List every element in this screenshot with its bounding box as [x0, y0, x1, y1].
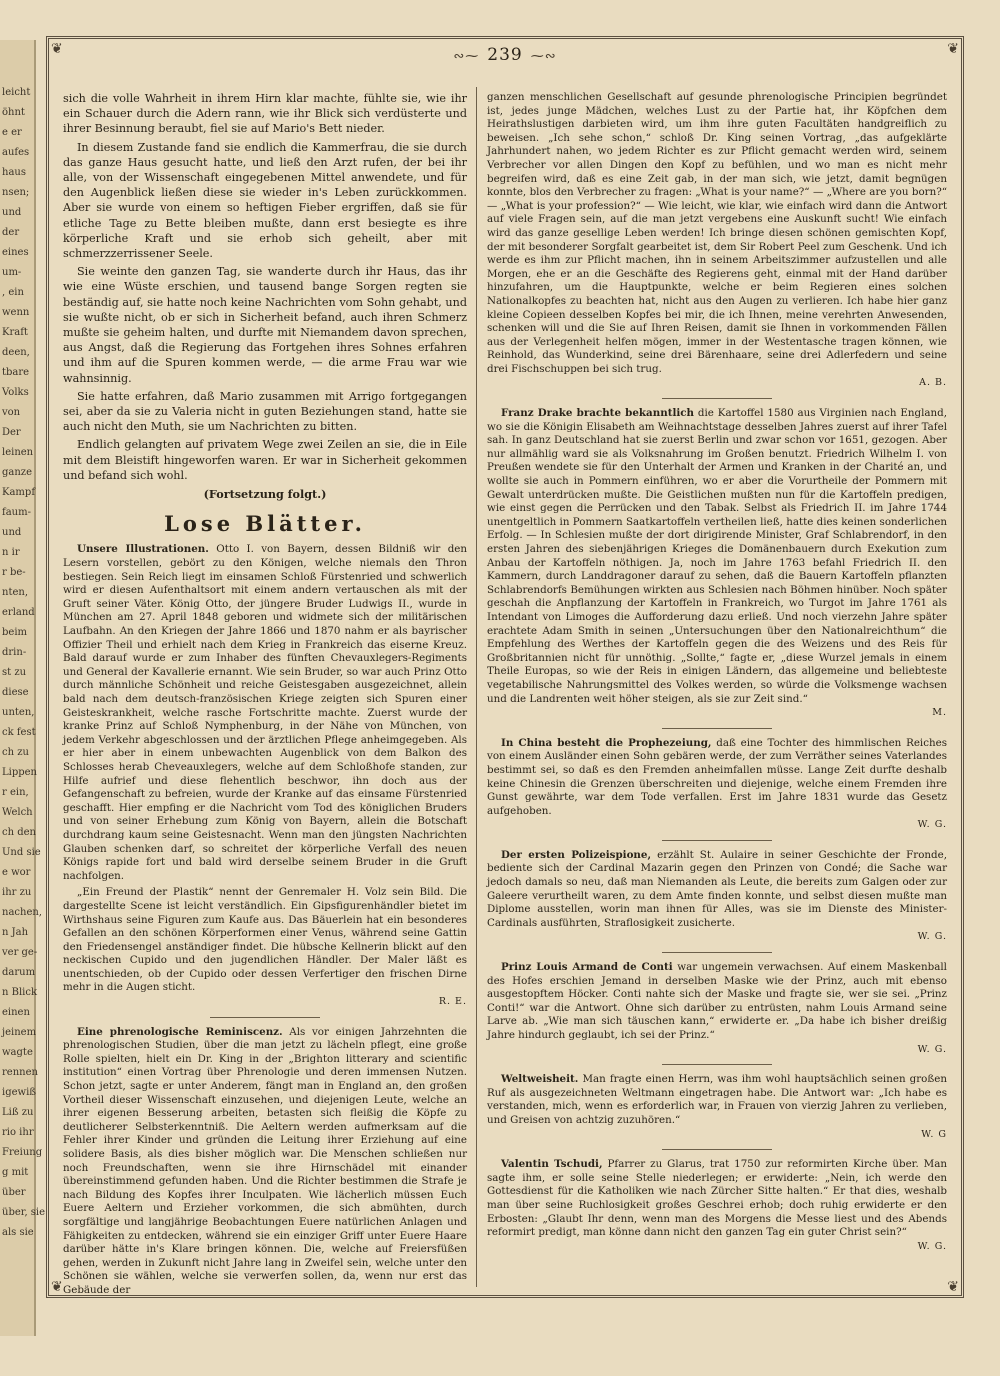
- article-drake: [487, 407, 947, 720]
- section-title: Lose Blätter.: [164, 511, 366, 537]
- prev-page-fragment: Und sie: [2, 847, 41, 858]
- column-divider: [476, 87, 477, 1287]
- prev-page-fragment: als sie: [2, 1227, 34, 1238]
- prev-page-fragment: ck fest: [2, 727, 36, 738]
- article-illustrationen: [63, 543, 467, 883]
- article-signature: W. G.: [917, 819, 947, 831]
- prev-page-fragment: ver ge-: [2, 947, 38, 958]
- prev-page-fragment: erland: [2, 607, 35, 618]
- story-paragraph: Sie hatte erfahren, daß Mario zusammen mit Arrigo fortgegangen sei, aber da sie zu Valeria nicht in guten Beziehungen stand, hatte sie auch nicht den Muth, sie um Nachrichten zu bitten.: [63, 389, 467, 434]
- article-signature: M.: [932, 707, 947, 719]
- continuation-note: (Fortsetzung folgt.): [203, 487, 327, 502]
- prev-page-fragment: leicht: [2, 87, 31, 98]
- prev-page-fragment: rennen: [2, 1067, 38, 1078]
- prev-page-fragment: n ir: [2, 547, 20, 558]
- prev-page-fragment: nsen;: [2, 187, 30, 198]
- article-signature: W. G.: [917, 931, 947, 943]
- prev-page-fragment: leinen: [2, 447, 34, 458]
- prev-page-fragment: igewiß: [2, 1087, 36, 1098]
- article-text: ganzen menschlichen Gesellschaft auf gesunde phrenologische Principien begründet ist, jedes junge Mädchen, welches Lust zu der Partie hat, ihr Köpfchen dem Heirathslustigen darbieten wird, um ihm ihre guten Facultäten handgreiflich zu beweisen. „Ich sehe schon,“ schloß Dr. King seinen Vortrag, „das aufgeklärte Jahrhundert nahen, wo jedem Richter es zur Pflicht gemacht werden wird, seinem Verbrecher vor allen Dingen den Kopf zu befühlen, und wo man es nicht mehr begreifen wird, daß es eine Zeit gab, in der man sich, wie jetzt, damit begnügen konnte, blos den Verbrecher zu fragen: „What is your name?“ — „Where are you born?“ — „What is your profession?“ — Wie leicht, wie klar, wie einfach wird dann die Antwort auf viele Fragen sein, auf die man jetzt vergebens eine Auskunft sucht! Wie einfach wird das ganze gesellige Leben werden! Ich bringe diesen schönen gemischten Kopf, der mit besonderer Sorgfalt gearbeitet ist, dem Sir Robert Peel zum Geschenk. Und ich werde es ihm zur Pflicht machen, ihn in seinem Arbeitszimmer aufzustellen und alle Morgen, ehe er an die Geschäfte des Regierens geht, einmal mit der Hand darüber hinzufahren, um die Hauptpunkte, welche er beim Regieren eines solchen Nationalkopfes zu beachten hat, nicht aus den Augen zu verlieren. Ich habe hier ganz kleine Copieen desselben Kopfes bei mir, die ich Ihnen, meine verehrten Anwesenden, schenken will und die Sie auf Ihren Reisen, damit sie Ihnen in vorkommenden Fällen aus der Verlegenheit helfen mögen, immer in der Westentasche tragen können, wie Reinhold, das Wunderkind, seine drei Bärenhaare, seine drei Adlerfedern und seine drei Fischschuppen bei sich trug.: [487, 91, 947, 375]
- prev-page-fragment: Lippen: [2, 767, 37, 778]
- prev-page-fragment: g mit: [2, 1167, 29, 1178]
- article-text: Als vor einigen Jahrzehnten die phrenologischen Studien, über die man jetzt zu lächeln pflegt, eine große Rolle spielten, hielt ein Dr. King in der „Brighton litterary and scientific institution“ einen Vortrag über Phrenologie und deren immensen Nutzen. Schon jetzt, sagte er unter Anderem, fängt man in England an, den großen Vortheil dieser Wissenschaft einzusehen, und diejenigen Leute, welche an ihrer eigenen Besserung arbeiten, betasten sich fleißig die Köpfe zu deutlicherer Selbsterkenntniß. Die Aeltern werden aufmerksam auf die Fehler ihrer Kinder und gründen die Leitung ihrer Erziehung auf eine solidere Basis, als dies bisher möglich war. Die Menschen schließen nur noch Freundschaften, wenn sie ihre Hirnschädel mit einander übereinstimmend gefunden haben. Und die Richter bestimmen die Strafe je nach Bildung des Kopfes ihrer Inculpaten. Wie lächerlich müssen Euch Euere Aeltern und Erzieher vorkommen, die sich abmühten, durch sorgfältige und langjährige Beobachtungen Euere natürlichen Anlagen und Fähigkeiten zu entdecken, während sie ein einziger Griff unter Euere Haare darüber hätte in's Klare bringen können. Die, welche auf Freiersfüßen gehen, werden in Zukunft nicht Jahre lang in Zweifel sein, welche unter den Schönen sie wählen, welche sie verwerfen sollen, da, wenn nur erst das Gebäude der: [63, 1025, 467, 1296]
- article-heading: Prinz Louis Armand de Conti: [501, 961, 673, 974]
- prev-page-fragment: deen,: [2, 347, 30, 358]
- prev-page-fragment: Kampf: [2, 487, 36, 498]
- prev-page-fragment: diese: [2, 687, 29, 698]
- article-text: „Ein Freund der Plastik“ nennt der Genremaler H. Volz sein Bild. Die dargestellte Scene ist leicht verständlich. Ein Gipsfigurenhändler bietet im Wirthshaus seine Figuren zum Kaufe aus. Das Bäuerlein hat ein besonderes Gefallen an den schönen Körperformen einer Venus, während seine Gattin den Friedensengel anständiger findet. Die hübsche Kellnerin blickt auf den neckischen Cupido und den jugendlichen Händler. Der Maler läßt es unentschieden, ob der Cupido oder dessen Verfertiger den frischen Dirne mehr in die Augen sticht.: [63, 886, 467, 994]
- article-phrenologie-continued: [487, 91, 947, 390]
- corner-ornament-icon: ❦: [51, 1279, 63, 1295]
- prev-page-fragment: wenn: [2, 307, 30, 318]
- prev-page-fragment: e wor: [2, 867, 31, 878]
- flourish-icon: ⁓∾: [530, 49, 557, 64]
- prev-page-fragment: tbare: [2, 367, 30, 378]
- story-paragraph: In diesem Zustande fand sie endlich die Kammerfrau, die sie durch das ganze Haus gesucht hatte, und ließ den Arzt rufen, der bei ihr alle, von der Wissenschaft eingegebenen Mittel anwendete, und für den Augenblick ließen diese sie wieder in's Leben zurückkommen. Aber sie wurde von einem so heftigen Fieber ergriffen, daß sie für etliche Tage zu Bette bleiben mußte, dann erst besiegte es ihre körperliche Kraft und sie erhob sich geheilt, aber mit schmerzzerrissener Seele.: [63, 140, 467, 261]
- article-heading: Eine phrenologische Reminiscenz.: [77, 1025, 283, 1038]
- prev-page-fragment: aufes: [2, 147, 30, 158]
- article-text: war ungemein verwachsen. Auf einem Maskenball des Hofes erschien Jemand in derselben Maske wie der Prinz, auch mit ebenso ausgestopftem Höcker. Conti nahte sich der Maske und fragte sie, wer sie sei. „Prinz Conti!“ war die Antwort. Ohne sich darüber zu entrüsten, nahm Louis Armand seine Larve ab. „Wie man sich täuschen kann,“ erwiderte er. „Da habe ich bisher dreißig Jahre hindurch geglaubt, ich sei der Prinz.“: [487, 961, 947, 1041]
- prev-page-fragment: faum-: [2, 507, 31, 518]
- prev-page-fragment: Der: [2, 427, 21, 438]
- prev-page-fragment: nten,: [2, 587, 28, 598]
- prev-page-fragment: ganze: [2, 467, 32, 478]
- prev-page-fragment: st zu: [2, 667, 27, 678]
- prev-page-fragment: ch zu: [2, 747, 29, 758]
- story-paragraph: Sie weinte den ganzen Tag, sie wanderte durch ihr Haus, das ihr wie eine Wüste erschien, und tausend bange Sorgen regten sie beständig auf, sie hatte noch keine Nachrichten vom Sohn gehabt, und sie wußte nicht, ob er sich in Sicherheit befand, auch ihren Schmerz mußte sie geheim halten, und durfte mit Niemandem davon sprechen, aus Angst, daß die Regierung das Fortgehen ihres Sohnes erfahren und ihm auf die Spuren kommen werde, — die arme Frau war wie wahnsinnig.: [63, 265, 467, 385]
- corner-ornament-icon: ❦: [51, 41, 63, 57]
- page-frame: [46, 36, 964, 1298]
- prev-page-fragment: um-: [2, 267, 22, 278]
- prev-page-fragment: n Jah: [2, 927, 29, 938]
- corner-ornament-icon: ❦: [947, 41, 959, 57]
- prev-page-fragment: Liß zu: [2, 1107, 34, 1118]
- prev-page-fragment: nachen,: [2, 907, 42, 918]
- article-heading: Valentin Tschudi,: [501, 1158, 603, 1171]
- flourish-icon: ∾⁓: [453, 49, 480, 64]
- prev-page-fragment: jeinem: [2, 1027, 37, 1038]
- article-signature: W. G: [921, 1128, 947, 1140]
- prev-page-fragment: drin-: [2, 647, 27, 658]
- prev-page-fragment: r ein,: [2, 787, 29, 798]
- article-separator: [662, 1149, 772, 1150]
- prev-page-fragment: wagte: [2, 1047, 33, 1058]
- article-separator: [662, 1064, 772, 1065]
- prev-page-fragment: , ein: [2, 287, 24, 298]
- prev-page-fragment: und: [2, 527, 22, 538]
- article-separator: [662, 728, 772, 729]
- article-signature: R. E.: [438, 996, 467, 1008]
- corner-ornament-icon: ❦: [947, 1279, 959, 1295]
- article-signature: W. G.: [917, 1043, 947, 1055]
- prev-page-fragment: n Blick: [2, 987, 38, 998]
- prev-page-fragment: eines: [2, 247, 29, 258]
- story-paragraph: sich die volle Wahrheit in ihrem Hirn klar machte, fühlte sie, wie ihr ein Schauer durch die Adern rann, wie ihr Blick sich verdüsterte und ihrer Besinnung beraubt, fiel sie auf Mario's Bett nieder.: [63, 92, 467, 136]
- prev-page-fragment: ihr zu: [2, 887, 32, 898]
- prev-page-fragment: von: [2, 407, 21, 418]
- article-signature: A. B.: [919, 377, 947, 389]
- prev-page-fragment: über: [2, 1187, 26, 1198]
- prev-page-fragment: unten,: [2, 707, 35, 718]
- prev-page-fragment: ch den: [2, 827, 36, 838]
- article-signature: W. G.: [917, 1240, 947, 1252]
- article-polizei: [487, 849, 947, 944]
- story-paragraph: Endlich gelangten auf privatem Wege zwei Zeilen an sie, die in Eile mit dem Bleistift hingeworfen waren. Er war in Sicherheit gekommen und befand sich wohl.: [63, 438, 467, 482]
- article-separator: [662, 398, 772, 399]
- prev-page-fragment: haus: [2, 167, 26, 178]
- prev-page-fragment: darum: [2, 967, 36, 978]
- prev-page-fragment: rio ihr: [2, 1127, 34, 1138]
- article-heading: Der ersten Polizeispione,: [501, 848, 652, 861]
- prev-page-fragment: Freiung: [2, 1147, 43, 1158]
- article-heading: Franz Drake brachte bekanntlich: [501, 407, 695, 420]
- prev-page-fragment: und: [2, 207, 22, 218]
- article-conti: [487, 961, 947, 1056]
- left-column: [63, 91, 468, 1296]
- prev-page-fragment: Kraft: [2, 327, 28, 338]
- prev-page-fragment: r be-: [2, 567, 26, 578]
- prev-page-fragment: über, sie: [2, 1207, 46, 1218]
- article-text: die Kartoffel 1580 aus Virginien nach England, wo sie die Königin Elisabeth am Weihnachtstage desselben Jahres zuerst auf ihrer Tafel sah. In ganz Deutschland hat sie zuerst Berlin und zwar schon vor 1651, gezogen. Aber nur allmählig ward sie als Volksnahrung im Großen benutzt. Friedrich Wilhelm I. von Preußen wendete sie für den Unterhalt der Armen und Kranken in der Charité an, und wollte sie auch in Pommern einführen, wo er aber die Vorurtheile der Pommern mit Gewalt unterdrücken mußte. Die Geistlichen mußten nun für die Kartoffeln predigen, wie einst gegen die Perrücken und den Tabak. Selbst als Friedrich II. im Jahre 1744 unentgeltlich in Pommern Saatkartoffeln vertheilen ließ, hatte dies keinen sonderlichen Erfolg. — In Schlesien mußte der dort dirigirende Minister, Graf Schlabrendorf, in den ersten Jahren des siebenjährigen Krieges die Domänenbauern durch Exekution zum Anbau der Kartoffeln nöthigen. Ja, noch im Jahre 1763 befahl Friedrich II. den Kammern, durch Landdragoner darauf zu sehen, daß die Bauern Kartoffeln pflanzten Schlabrendorfs Bemühungen wirkten aus Schlesien nach Böhmen hinüber. Noch später geschah die Anpflanzung der Kartoffeln in Frankreich, wo Turgot im Jahre 1761 als Intendant von Limoges die Aufforderung dazu erließ. Und noch vierzehn Jahre später erachtete Adam Smith in seinen „Untersuchungen über den Nationalreichthum“ die Empfehlung des Werthes der Kartoffeln gegen die des Weizens und des Reis für Großbritannien nicht für unnöthig. „Sollte,“ fagte er, „diese Wurzel jemals in einem Theile Europas, so wie der Reis in einigen Ländern, das allgemeine und beliebteste vegetabilische Nahrungsmittel des Volkes werden, so würde die Volksmenge wachsen und die Landrenten weit höher steigen, als sie zur Zeit sind.“: [487, 407, 947, 705]
- article-separator: [662, 952, 772, 953]
- article-text: daß eine Tochter des himmlischen Reiches von einem Ausländer einen Sohn gebären werde, der zum Verräther seines Vaterlandes bestimmt sei, so daß es den Fremden anheimfallen müsse. Lange Zeit durfte deshalb keine Chinesin die Grenzen überschreiten und diejenige, welche einem Fremden ihre Gunst gewährte, war dem Tode verfallen. Erst im Jahre 1831 wurde das Gesetz aufgehoben.: [487, 736, 947, 817]
- article-phrenologie: [63, 1026, 467, 1298]
- article-china: [487, 737, 947, 832]
- article-separator: [210, 1017, 320, 1018]
- prev-page-fragment: Volks: [2, 387, 29, 398]
- article-heading: In China besteht die Prophezeiung,: [501, 736, 712, 749]
- prev-page-fragment: beim: [2, 627, 27, 638]
- previous-page-edge: [0, 40, 46, 1336]
- article-tschudi: [487, 1158, 947, 1253]
- article-heading: Weltweisheit.: [501, 1073, 579, 1086]
- article-heading: Unsere Illustrationen.: [77, 543, 209, 556]
- article-text: Pfarrer zu Glarus, trat 1750 zur reformirten Kirche über. Man sagte ihm, er solle seine Stelle niederlegen; er erwiderte: „Nein, ich werde den Gottesdienst für die Katholiken wie nach Zürcher Sitte halten.“ Er that dies, weshalb man über seine Ruchlosigkeit großes Geschrei erhob; doch ruhig erwiderte er den Erbosten: „Glaubt Ihr denn, wenn man des Morgens die Messe liest und des Abends reformirt predigt, man könne dann nicht den ganzen Tag ein guter Christ sein?“: [487, 1158, 947, 1239]
- article-text: Otto I. von Bayern, dessen Bildniß wir den Lesern vorstellen, gebört zu den Königen, welche niemals den Thron bestiegen. Sein Reich liegt im einsamen Schloß Fürstenried und schwerlich wird er diesen Aufenthaltsort mit einem andern vertauschen als mit der Gruft seiner Väter. König Otto, der jüngere Bruder Ludwigs II., wurde in München am 27. April 1848 geboren und widmete sich der militärischen Laufbahn. An den Kriegen der Jahre 1866 und 1870 nahm er als bayrischer Offizier Theil und erhielt nach dem Krieg in Frankreich das eiserne Kreuz. Bald darauf wurde er zum Inhaber des fünften Chevauxlegers-Regiments und General der Kavallerie ernannt. Wie sein Bruder, so war auch Prinz Otto durch männliche Schönheit und reiche Geistesgaben ausgezeichnet, allein bald nach dem deutsch-französischen Kriege zeigten sich Spuren einer Geisteskrankheit, welche rasche Fortschritte machte. Zuerst wurde der kranke Prinz auf Schloß Nymphenburg, in der Nähe von München, von jedem Verkehr abgeschlossen und der ärztlichen Pflege anheimgegeben. Als er hier aber in einem unbewachten Augenblick von dem Balkon des Schlosses herab Cheveauxlegers, welche auf dem Schloßhofe standen, zur Hilfe aufrief und diese flehentlich beschwor, ihn doch aus der Gefangenschaft zu befreien, wurde der Kranke auf das einsame Fürstenried geschafft. Hier empfing er die Nachricht vom Tod des königlichen Bruders und von seiner Erhebung zum König von Bayern, allein die Botschaft durchdrang kaum seine Geistesnacht. Wenn man den jüngsten Nachrichten Glauben schenken darf, so schreitet der körperliche Verfall des neuen Königs rapide fort und bald wird derselbe seinem Bruder in die Gruft nachfolgen.: [63, 543, 468, 882]
- page-number: ∾⁓ 239 ⁓∾: [49, 45, 961, 65]
- prev-page-fragment: e er: [2, 127, 22, 138]
- article-paragraph: [63, 886, 467, 1008]
- prev-page-fragment: einen: [2, 1007, 30, 1018]
- article-text: Man fragte einen Herrn, was ihm wohl hauptsächlich seinen großen Ruf als ausgezeichneten Weltmann eingetragen habe. Die Antwort war: „Ich habe es verstanden, mich, wenn es erforderlich war, in Frauen von vierzig Jahren zu verlieben, und Greisen von achtzig zuzuhören.“: [487, 1073, 947, 1126]
- right-column: [487, 91, 947, 1281]
- prev-page-fragment: öhnt: [2, 107, 25, 118]
- prev-page-fragment: der: [2, 227, 20, 238]
- article-separator: [662, 840, 772, 841]
- prev-page-fragment: Welch: [2, 807, 33, 818]
- article-text: erzählt St. Aulaire in seiner Geschichte der Fronde, bediente sich der Cardinal Mazarin gegen den Prinzen von Condé; die Sache war jedoch damals so neu, daß man Niemanden als Leute, die bereits zum Galgen oder zur Galeere verurtheilt waren, zu dem Amte finden konnte, und selbst diesen mußte man Diplome ausstellen, worin man ihnen für Alles, was sie im Dienste des Minister-Cardinals ausführten, Straflosigkeit zusicherte.: [487, 848, 947, 929]
- article-weltweisheit: [487, 1073, 947, 1141]
